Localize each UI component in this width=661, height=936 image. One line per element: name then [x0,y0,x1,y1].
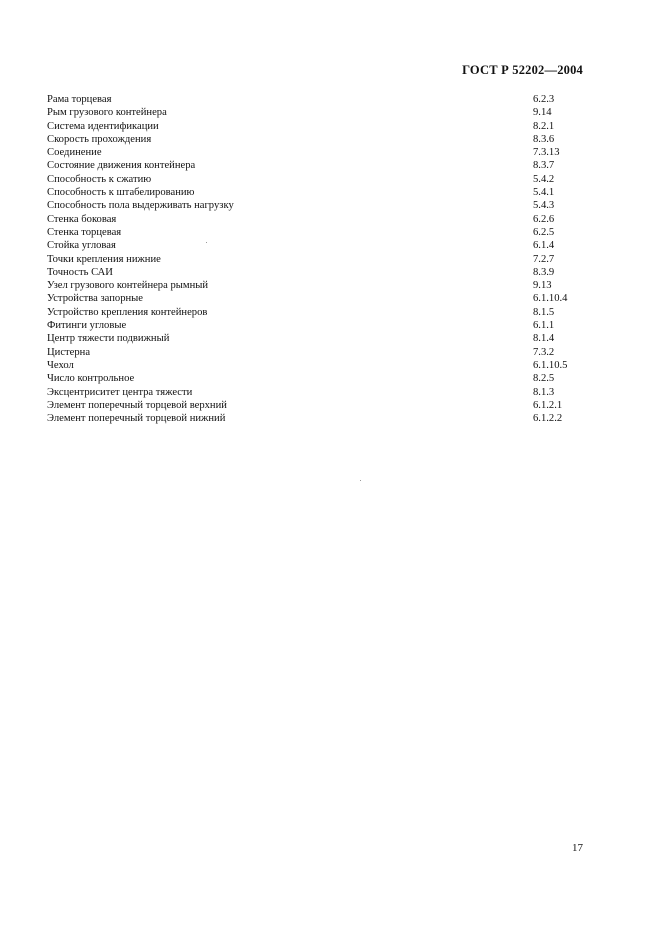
scan-speck [206,242,207,243]
index-term: Рама торцевая [47,94,112,105]
index-ref: 9.13 [533,280,552,292]
index-ref: 6.1.2.1 [533,399,563,411]
index-ref: 8.2.5 [533,373,555,385]
index-ref: 6.1.10.5 [533,359,568,371]
index-ref: 8.2.1 [533,120,555,132]
index-entry [47,279,587,292]
index-term: Чехол [47,359,74,371]
index-entry [47,186,587,199]
index-term: Число контрольное [47,373,135,385]
index-term: Устройство крепления контейнеров [47,306,208,318]
index-entry [47,253,587,266]
index-term: Рым грузового контейнера [47,107,167,119]
index-term: Способность к сжатию [47,173,152,185]
index-ref: 5.4.3 [533,200,555,212]
index-ref: 5.4.2 [533,173,555,185]
index-ref: 6.1.4 [533,240,555,252]
index-term: Состояние движения контейнера [47,160,196,172]
index-ref: 6.1.1 [533,320,555,332]
index-term: Стойка угловая [47,240,116,252]
index-entry [47,332,587,345]
alphabetical-index [47,93,587,425]
index-term: Скорость прохождения [47,133,152,145]
index-ref: 6.1.2.2 [533,413,563,425]
index-ref: 6.2.3 [533,94,555,105]
index-entry [47,146,587,159]
index-entry [47,372,587,385]
index-term: Точки крепления нижние [47,253,161,265]
index-ref: 6.2.6 [533,213,555,225]
index-entry [47,292,587,305]
index-entry [47,213,587,226]
index-ref: 7.3.13 [533,147,560,159]
index-ref: 9.14 [533,107,552,119]
index-ref: 5.4.1 [533,187,555,199]
index-entry [47,133,587,146]
index-term: Цистерна [47,346,91,358]
index-term: Фитинги угловые [47,320,127,332]
index-entry [47,106,587,119]
index-term: Точность САИ [47,266,113,278]
index-ref: 6.1.10.4 [533,293,568,305]
index-entry [47,120,587,133]
index-entry [47,412,587,425]
index-term: Система идентификации [47,120,159,132]
index-term: Элемент поперечный торцевой нижний [47,413,226,425]
index-entry [47,159,587,172]
index-term: Соединение [47,147,102,159]
index-ref: 8.3.7 [533,160,555,172]
index-term: Стенка боковая [47,213,117,225]
index-term: Способность пола выдерживать нагрузку [47,200,234,212]
index-entry [47,173,587,186]
index-ref: 7.3.2 [533,346,555,358]
index-term: Узел грузового контейнера рымный [47,280,209,292]
index-ref: 7.2.7 [533,253,555,265]
scan-speck [360,480,361,481]
index-entry [47,319,587,332]
index-entry [47,226,587,239]
index-entry [47,399,587,412]
index-entry [47,93,587,106]
index-ref: 8.1.3 [533,386,555,398]
page-number: 17 [572,842,583,854]
index-entry [47,359,587,372]
index-entry [47,199,587,212]
index-term: Центр тяжести подвижный [47,333,170,345]
index-term: Эксцентриситет центра тяжести [47,386,193,398]
index-ref: 8.1.5 [533,306,555,318]
index-entry [47,266,587,279]
index-ref: 8.3.9 [533,266,555,278]
index-entry [47,239,587,252]
index-ref: 8.3.6 [533,133,555,145]
document-code: ГОСТ Р 52202—2004 [462,63,583,77]
index-ref: 6.2.5 [533,226,555,238]
index-entry [47,346,587,359]
index-term: Стенка торцевая [47,226,122,238]
index-term: Способность к штабелированию [47,187,195,199]
index-entry [47,306,587,319]
index-entry [47,386,587,399]
index-term: Элемент поперечный торцевой верхний [47,399,227,411]
index-term: Устройства запорные [47,293,143,305]
index-ref: 8.1.4 [533,333,555,345]
